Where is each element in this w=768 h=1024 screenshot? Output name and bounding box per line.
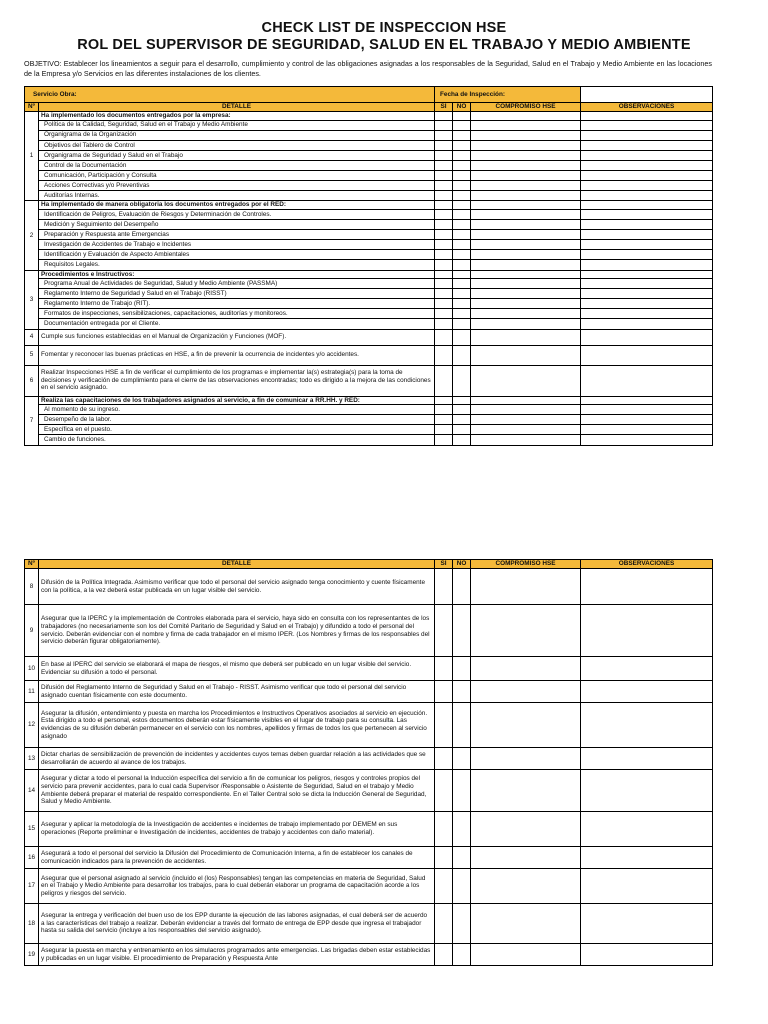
table-row [25, 812, 713, 847]
table-row [25, 847, 713, 869]
si-cell[interactable] [435, 201, 453, 210]
compromiso-cell[interactable] [471, 770, 581, 812]
no-cell[interactable] [453, 365, 471, 396]
item-detail: Fomentar y reconocer las buenas prácticas en HSE, a fin de prevenir la ocurrencia de incidentes y/o accidentes. [39, 345, 435, 365]
page-subtitle: ROL DEL SUPERVISOR DE SEGURIDAD, SALUD EN EL TRABAJO Y MEDIO AMBIENTE [77, 37, 691, 53]
compromiso-cell[interactable] [471, 681, 581, 703]
table-row [25, 405, 713, 415]
observaciones-cell[interactable] [581, 657, 713, 681]
si-cell[interactable] [435, 160, 453, 170]
compromiso-cell[interactable] [471, 289, 581, 299]
row-number: 15 [25, 812, 39, 847]
table-row [25, 150, 713, 160]
table-row [25, 657, 713, 681]
si-cell[interactable] [435, 260, 453, 270]
table-row [25, 112, 713, 121]
date-input-cell[interactable] [581, 87, 713, 103]
si-cell[interactable] [435, 181, 453, 191]
compromiso-cell[interactable] [471, 160, 581, 170]
row-number: 8 [25, 569, 39, 605]
compromiso-cell[interactable] [471, 230, 581, 240]
header-observaciones: OBSERVACIONES [581, 103, 713, 112]
observaciones-cell[interactable] [581, 150, 713, 160]
no-cell[interactable] [453, 260, 471, 270]
no-cell[interactable] [453, 150, 471, 160]
table-row [25, 191, 713, 201]
table-row [25, 345, 713, 365]
compromiso-cell[interactable] [471, 299, 581, 309]
row-number: 6 [25, 365, 39, 396]
table-row [25, 435, 713, 445]
observaciones-cell[interactable] [581, 396, 713, 405]
observaciones-cell[interactable] [581, 160, 713, 170]
sub-item: Específica en el puesto. [39, 425, 435, 435]
observaciones-cell[interactable] [581, 171, 713, 181]
sub-item: Organigrama de la Organización [39, 130, 435, 140]
row-number: 13 [25, 748, 39, 770]
no-cell[interactable] [453, 869, 471, 904]
no-cell[interactable] [453, 120, 471, 130]
si-cell[interactable] [435, 240, 453, 250]
compromiso-cell[interactable] [471, 415, 581, 425]
no-cell[interactable] [453, 140, 471, 150]
si-cell[interactable] [435, 150, 453, 160]
item-detail: Asegurar la difusión, entendimiento y puesta en marcha los Procedimientos e Instructivos Operativos asociados al servicio en ejecución. Esta dirigido a todo el personal, estos documentos deberán estar físicamente visibles en el lugar de trabajo para su consulta. Las evidencias de su difusión deberán permanecer en el servicio con los nombres, apellidos y firmas de todos los que pertenecen al servicio asignado [39, 703, 435, 748]
observaciones-cell[interactable] [581, 847, 713, 869]
compromiso-cell[interactable] [471, 904, 581, 944]
item-detail: Difusión de la Política Integrada. Asimismo verificar que todo el personal del servicio asignado tenga conocimiento y cuente físicamente con la política, a la vez deberá estar publicada en un lugar visible del servicio. [39, 569, 435, 605]
table-row [25, 425, 713, 435]
sub-item: Auditorías Internas. [39, 191, 435, 201]
no-cell[interactable] [453, 415, 471, 425]
compromiso-cell[interactable] [471, 150, 581, 160]
header-compromiso: COMPROMISO HSE [471, 560, 581, 569]
compromiso-cell[interactable] [471, 130, 581, 140]
header-detail: DETALLE [39, 560, 435, 569]
no-cell[interactable] [453, 425, 471, 435]
table-row [25, 605, 713, 657]
si-cell[interactable] [435, 220, 453, 230]
table-row [25, 240, 713, 250]
sub-item: Comunicación, Participación y Consulta [39, 171, 435, 181]
table-row [25, 944, 713, 966]
compromiso-cell[interactable] [471, 250, 581, 260]
observaciones-cell[interactable] [581, 240, 713, 250]
group-heading: Procedimientos e Instructivos: [39, 270, 435, 279]
item-detail: Realizar Inspecciones HSE a fin de verificar el cumplimiento de los programas e implementar la(s) estrategia(s) para la toma de decisiones y verificación de cumplimiento para el cierre de las observaciones encontradas; todo es dirigido a la mejora de las condiciones en el servicio asignado. [39, 365, 435, 396]
si-cell[interactable] [435, 209, 453, 219]
compromiso-cell[interactable] [471, 309, 581, 319]
sub-item: Medición y Seguimiento del Desempeño [39, 220, 435, 230]
table-row [25, 299, 713, 309]
item-detail: Asegurar la entrega y verificación del buen uso de los EPP durante la ejecución de las labores asignadas, el cual deberá ser de acuerdo a las características del trabajo a realizar. Deberán evidenciar a través del formato de entrega de EPP desde que ingresa el trabajador hasta su salida del servicio (incluye a los responsables del servicio asignado). [39, 904, 435, 944]
compromiso-cell[interactable] [471, 329, 581, 345]
table-row [25, 220, 713, 230]
si-cell[interactable] [435, 812, 453, 847]
no-cell[interactable] [453, 748, 471, 770]
sub-item: Organigrama de Seguridad y Salud en el Trabajo [39, 150, 435, 160]
observaciones-cell[interactable] [581, 319, 713, 329]
compromiso-cell[interactable] [471, 112, 581, 121]
observaciones-cell[interactable] [581, 191, 713, 201]
observaciones-cell[interactable] [581, 279, 713, 289]
observaciones-cell[interactable] [581, 250, 713, 260]
sub-item: Al momento de su ingreso. [39, 405, 435, 415]
observaciones-cell[interactable] [581, 435, 713, 445]
item-detail: Asegurar y dictar a todo el personal la Inducción específica del servicio a fin de comunicar los peligros, riesgos y controles propios del servicio para prevenir accidentes, para lo cual cada Supervisor /Responsable o Asistente de Seguridad, Salud en el trabajo y Medio Ambiente deberá preparar el material de respaldo correspondiente. En el Taller Central solo se dicta la Inducción General de Seguridad, Salud y Medio Ambiente. [39, 770, 435, 812]
row-number: 5 [25, 345, 39, 365]
si-cell[interactable] [435, 130, 453, 140]
no-cell[interactable] [453, 703, 471, 748]
si-cell[interactable] [435, 605, 453, 657]
observaciones-cell[interactable] [581, 299, 713, 309]
table-row [25, 703, 713, 748]
header-num: Nº [25, 103, 39, 112]
observaciones-cell[interactable] [581, 270, 713, 279]
observaciones-cell[interactable] [581, 309, 713, 319]
table-header [25, 103, 713, 112]
table-row [25, 681, 713, 703]
observaciones-cell[interactable] [581, 703, 713, 748]
no-cell[interactable] [453, 160, 471, 170]
group-heading: Realiza las capacitaciones de los trabajadores asignados al servicio, a fin de comunicar a RR.HH. y RED: [39, 396, 435, 405]
observaciones-cell[interactable] [581, 605, 713, 657]
no-cell[interactable] [453, 770, 471, 812]
no-cell[interactable] [453, 240, 471, 250]
sub-item: Programa Anual de Actividades de Seguridad, Salud y Medio Ambiente (PASSMA) [39, 279, 435, 289]
observaciones-cell[interactable] [581, 812, 713, 847]
table-row [25, 160, 713, 170]
row-number: 7 [25, 396, 39, 445]
si-cell[interactable] [435, 396, 453, 405]
row-number: 11 [25, 681, 39, 703]
date-label: Fecha de Inspección: [435, 87, 581, 103]
compromiso-cell[interactable] [471, 140, 581, 150]
table-row [25, 569, 713, 605]
table-row [25, 209, 713, 219]
si-cell[interactable] [435, 569, 453, 605]
observaciones-cell[interactable] [581, 130, 713, 140]
observaciones-cell[interactable] [581, 415, 713, 425]
si-cell[interactable] [435, 435, 453, 445]
si-cell[interactable] [435, 847, 453, 869]
sub-item: Política de la Calidad, Seguridad, Salud en el Trabajo y Medio Ambiente [39, 120, 435, 130]
no-cell[interactable] [453, 329, 471, 345]
si-cell[interactable] [435, 869, 453, 904]
row-number: 17 [25, 869, 39, 904]
table-header [25, 560, 713, 569]
si-cell[interactable] [435, 319, 453, 329]
row-number: 19 [25, 944, 39, 966]
info-row [25, 87, 713, 103]
observaciones-cell[interactable] [581, 681, 713, 703]
row-number: 1 [25, 112, 39, 201]
observaciones-cell[interactable] [581, 209, 713, 219]
no-cell[interactable] [453, 191, 471, 201]
si-cell[interactable] [435, 112, 453, 121]
compromiso-cell[interactable] [471, 748, 581, 770]
table-row [25, 869, 713, 904]
no-cell[interactable] [453, 230, 471, 240]
compromiso-cell[interactable] [471, 425, 581, 435]
observaciones-cell[interactable] [581, 220, 713, 230]
header-observaciones: OBSERVACIONES [581, 560, 713, 569]
no-cell[interactable] [453, 279, 471, 289]
sub-item: Preparación y Respuesta ante Emergencias [39, 230, 435, 240]
header-detail: DETALLE [39, 103, 435, 112]
si-cell[interactable] [435, 140, 453, 150]
no-cell[interactable] [453, 812, 471, 847]
observaciones-cell[interactable] [581, 181, 713, 191]
compromiso-cell[interactable] [471, 191, 581, 201]
observaciones-cell[interactable] [581, 289, 713, 299]
no-cell[interactable] [453, 209, 471, 219]
compromiso-cell[interactable] [471, 703, 581, 748]
sub-item: Documentación entregada por el Cliente. [39, 319, 435, 329]
compromiso-cell[interactable] [471, 240, 581, 250]
table-row [25, 130, 713, 140]
table-row [25, 396, 713, 405]
table-row [25, 289, 713, 299]
si-cell[interactable] [435, 770, 453, 812]
header-num: Nº [25, 560, 39, 569]
row-number: 3 [25, 270, 39, 329]
compromiso-cell[interactable] [471, 435, 581, 445]
no-cell[interactable] [453, 112, 471, 121]
si-cell[interactable] [435, 279, 453, 289]
si-cell[interactable] [435, 309, 453, 319]
si-cell[interactable] [435, 703, 453, 748]
compromiso-cell[interactable] [471, 812, 581, 847]
si-cell[interactable] [435, 191, 453, 201]
si-cell[interactable] [435, 904, 453, 944]
item-detail: Dictar charlas de sensibilización de prevención de incidentes y accidentes cuyos temas deben guardar relación a las actividades que se desarrollarán de acuerdo al avance de los trabajos. [39, 748, 435, 770]
no-cell[interactable] [453, 904, 471, 944]
si-cell[interactable] [435, 230, 453, 240]
group-heading: Ha implementado de manera obligatoria los documentos entregados por el RED: [39, 201, 435, 210]
sub-item: Identificación y Evaluación de Aspecto Ambientales [39, 250, 435, 260]
sub-item: Acciones Correctivas y/o Preventivas [39, 181, 435, 191]
no-cell[interactable] [453, 569, 471, 605]
observaciones-cell[interactable] [581, 748, 713, 770]
no-cell[interactable] [453, 396, 471, 405]
table-row [25, 415, 713, 425]
item-detail: Asegurar la puesta en marcha y entrenamiento en los simulacros programados ante emergencias. Las brigadas deben estar establecidas y publicadas en un lugar visible. El procedimiento de Preparación y Respuesta Ante [39, 944, 435, 966]
compromiso-cell[interactable] [471, 279, 581, 289]
no-cell[interactable] [453, 605, 471, 657]
sub-item: Objetivos del Tablero de Control [39, 140, 435, 150]
table-row [25, 171, 713, 181]
si-cell[interactable] [435, 299, 453, 309]
observaciones-cell[interactable] [581, 569, 713, 605]
item-detail: En base al IPERC del servicio se elaborará el mapa de riesgos, el mismo que deberá ser publicado en un lugar visible del servicio. Evidenciar su difusión a todo el personal. [39, 657, 435, 681]
objective-text: OBJETIVO: Establecer los lineamientos a seguir para el desarrollo, cumplimiento y control de las obligaciones asignadas a los responsables de la Seguridad, Salud en el Trabajo y Medio Ambiente en las locaciones de la Empresa y/o Servicios en las diferentes instalaciones de los clientes. [24, 59, 712, 78]
si-cell[interactable] [435, 120, 453, 130]
si-cell[interactable] [435, 345, 453, 365]
no-cell[interactable] [453, 250, 471, 260]
no-cell[interactable] [453, 270, 471, 279]
observaciones-cell[interactable] [581, 365, 713, 396]
table-row [25, 365, 713, 396]
observaciones-cell[interactable] [581, 869, 713, 904]
sub-item: Requisitos Legales. [39, 260, 435, 270]
compromiso-cell[interactable] [471, 171, 581, 181]
compromiso-cell[interactable] [471, 396, 581, 405]
si-cell[interactable] [435, 270, 453, 279]
table-row [25, 140, 713, 150]
observaciones-cell[interactable] [581, 425, 713, 435]
row-number: 10 [25, 657, 39, 681]
table-row [25, 319, 713, 329]
sub-item: Control de la Documentación [39, 160, 435, 170]
si-cell[interactable] [435, 748, 453, 770]
compromiso-cell[interactable] [471, 181, 581, 191]
compromiso-cell[interactable] [471, 657, 581, 681]
no-cell[interactable] [453, 130, 471, 140]
no-cell[interactable] [453, 289, 471, 299]
observaciones-cell[interactable] [581, 904, 713, 944]
item-detail: Cumple sus funciones establecidas en el Manual de Organización y Funciones (MOF). [39, 329, 435, 345]
si-cell[interactable] [435, 365, 453, 396]
item-detail: Asegurar y aplicar la metodología de la Investigación de accidentes e incidentes de trabajo implementado por DEMEM en sus operaciones (Reporte preliminar e Investigación de incidentes, accidentes de trabajo y accidentes con daño material). [39, 812, 435, 847]
si-cell[interactable] [435, 944, 453, 966]
table-row [25, 260, 713, 270]
header-si: SI [435, 103, 453, 112]
checklist-table-1 [24, 86, 713, 446]
table-row [25, 309, 713, 319]
no-cell[interactable] [453, 435, 471, 445]
no-cell[interactable] [453, 405, 471, 415]
observaciones-cell[interactable] [581, 345, 713, 365]
compromiso-cell[interactable] [471, 270, 581, 279]
row-number: 18 [25, 904, 39, 944]
sub-item: Identificación de Peligros, Evaluación de Riesgos y Determinación de Controles. [39, 209, 435, 219]
no-cell[interactable] [453, 944, 471, 966]
group-heading: Ha implementado los documentos entregados por la empresa: [39, 112, 435, 121]
row-number: 16 [25, 847, 39, 869]
no-cell[interactable] [453, 299, 471, 309]
no-cell[interactable] [453, 171, 471, 181]
compromiso-cell[interactable] [471, 201, 581, 210]
observaciones-cell[interactable] [581, 140, 713, 150]
si-cell[interactable] [435, 250, 453, 260]
no-cell[interactable] [453, 345, 471, 365]
compromiso-cell[interactable] [471, 260, 581, 270]
table-row [25, 748, 713, 770]
compromiso-cell[interactable] [471, 405, 581, 415]
compromiso-cell[interactable] [471, 605, 581, 657]
table-row [25, 279, 713, 289]
compromiso-cell[interactable] [471, 847, 581, 869]
observaciones-cell[interactable] [581, 112, 713, 121]
no-cell[interactable] [453, 220, 471, 230]
observaciones-cell[interactable] [581, 329, 713, 345]
si-cell[interactable] [435, 681, 453, 703]
observaciones-cell[interactable] [581, 201, 713, 210]
table-row [25, 270, 713, 279]
row-number: 9 [25, 605, 39, 657]
item-detail: Asegurará a todo el personal del servicio la Difusión del Procedimiento de Comunicación Interna, a fin de establecer los canales de comunicación indicados para la prevención de accidentes. [39, 847, 435, 869]
si-cell[interactable] [435, 405, 453, 415]
header-si: SI [435, 560, 453, 569]
compromiso-cell[interactable] [471, 120, 581, 130]
table-row [25, 770, 713, 812]
table-row [25, 201, 713, 210]
no-cell[interactable] [453, 681, 471, 703]
observaciones-cell[interactable] [581, 230, 713, 240]
si-cell[interactable] [435, 415, 453, 425]
compromiso-cell[interactable] [471, 365, 581, 396]
item-detail: Difusión del Reglamento Interno de Seguridad y Salud en el Trabajo - RISST. Asimismo verificar que todo el personal del servicio asignado cuentan físicamente con este documento. [39, 681, 435, 703]
sub-item: Reglamento Interno de Seguridad y Salud en el Trabajo (RISST) [39, 289, 435, 299]
table-row [25, 329, 713, 345]
table-row [25, 120, 713, 130]
table-row [25, 904, 713, 944]
sub-item: Investigación de Accidentes de Trabajo e Incidentes [39, 240, 435, 250]
sub-item: Cambio de funciones. [39, 435, 435, 445]
observaciones-cell[interactable] [581, 120, 713, 130]
sub-item: Reglamento Interno de Trabajo (RIT). [39, 299, 435, 309]
observaciones-cell[interactable] [581, 405, 713, 415]
si-cell[interactable] [435, 657, 453, 681]
no-cell[interactable] [453, 319, 471, 329]
header-compromiso: COMPROMISO HSE [471, 103, 581, 112]
table-row [25, 181, 713, 191]
item-detail: Asegurar que el personal asignado al servicio (incluido el (los) Responsables) tengan las competencias en materia de Seguridad, Salud en el Trabajo y Medio Ambiente para desarrollar los trabajos, para lo cual deberán elaborar un programa de capacitación acorde a los peligros y riesgos del servicio. [39, 869, 435, 904]
row-number: 12 [25, 703, 39, 748]
no-cell[interactable] [453, 181, 471, 191]
si-cell[interactable] [435, 171, 453, 181]
row-number: 14 [25, 770, 39, 812]
no-cell[interactable] [453, 847, 471, 869]
item-detail: Asegurar que la IPERC y la implementación de Controles elaborada para el servicio, haya sido en consulta con los representantes de los trabajadores (no necesariamente son los del Comité Paritario de Seguridad y Salud en el Trabajo) y difundido a todo el personal del servicio. Deberán evidenciar con el nombre y firma de cada trabajador en el mismo IPER. (Los Nombres y firmas de los responsables del servicio deberán figurar obligatoriamente). [39, 605, 435, 657]
sub-item: Desempeño de la labor. [39, 415, 435, 425]
compromiso-cell[interactable] [471, 869, 581, 904]
sub-item: Formatos de inspecciones, sensibilizaciones, capacitaciones, auditorías y monitoreos. [39, 309, 435, 319]
observaciones-cell[interactable] [581, 260, 713, 270]
compromiso-cell[interactable] [471, 220, 581, 230]
compromiso-cell[interactable] [471, 319, 581, 329]
table-row [25, 230, 713, 240]
header-no: NO [453, 103, 471, 112]
si-cell[interactable] [435, 329, 453, 345]
checklist-table-2 [24, 559, 713, 966]
no-cell[interactable] [453, 657, 471, 681]
row-number: 2 [25, 201, 39, 270]
si-cell[interactable] [435, 289, 453, 299]
compromiso-cell[interactable] [471, 345, 581, 365]
no-cell[interactable] [453, 309, 471, 319]
compromiso-cell[interactable] [471, 569, 581, 605]
compromiso-cell[interactable] [471, 209, 581, 219]
compromiso-cell[interactable] [471, 944, 581, 966]
no-cell[interactable] [453, 201, 471, 210]
page-title: CHECK LIST DE INSPECCION HSE [261, 20, 507, 36]
observaciones-cell[interactable] [581, 770, 713, 812]
service-label: Servicio Obra: [25, 87, 435, 103]
header-no: NO [453, 560, 471, 569]
observaciones-cell[interactable] [581, 944, 713, 966]
si-cell[interactable] [435, 425, 453, 435]
row-number: 4 [25, 329, 39, 345]
table-row [25, 250, 713, 260]
